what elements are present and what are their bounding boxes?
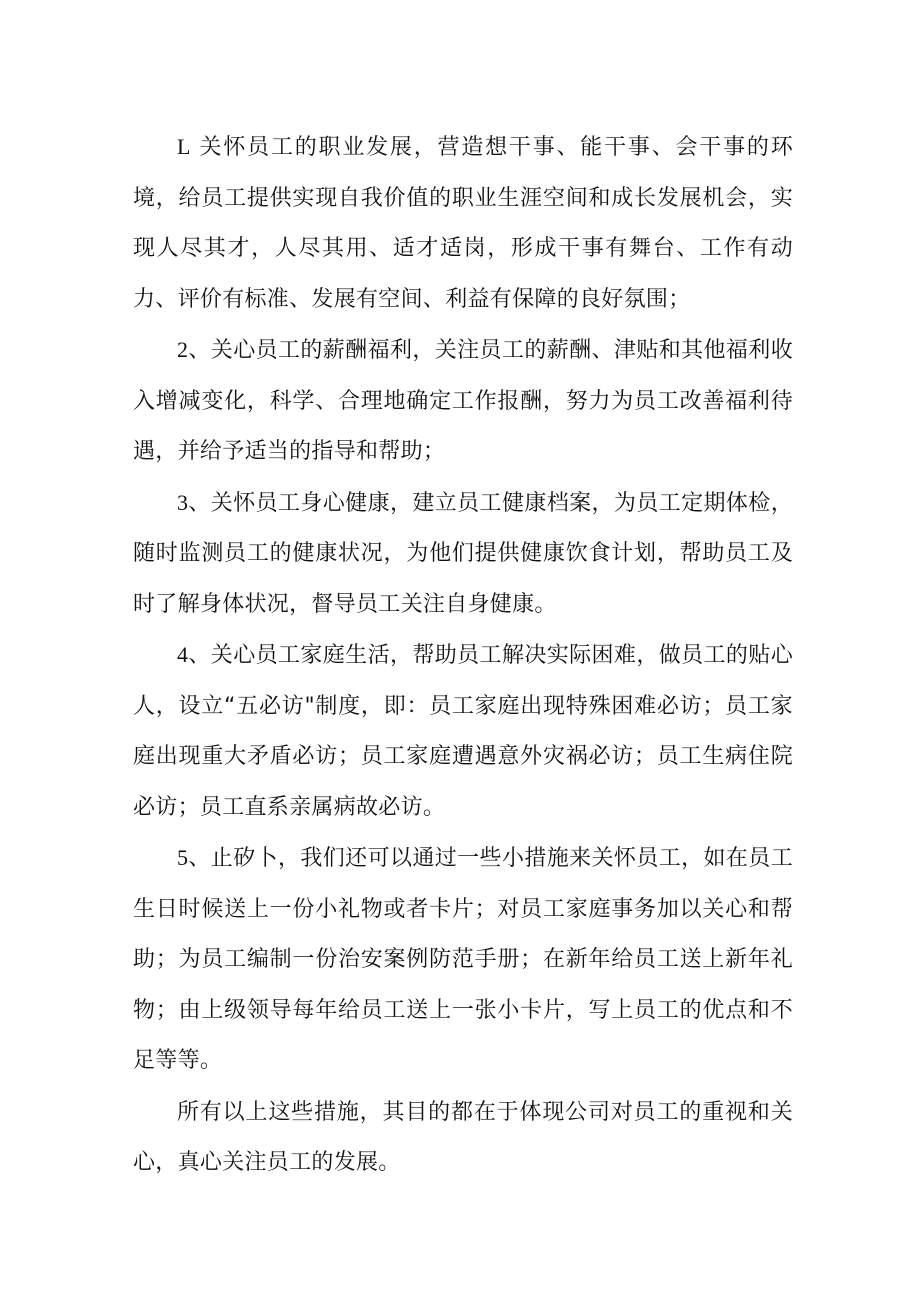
paragraph-conclusion	[133, 1087, 793, 1189]
paragraph-text: 关怀员工的职业发展，营造想干事、能干事、会干事的环境，给员工提供实现自我价值的职业生涯空间和成长发展机会，实现人尽其才，人尽其用、适才适岗，形成干事有舞台、工作有动力、评价有标准、发展有空间、利益有保障的良好氛围；	[133, 135, 793, 312]
list-marker: L	[177, 134, 191, 159]
paragraph-2	[133, 325, 793, 478]
list-marker: 4	[177, 642, 189, 667]
list-marker: 2	[177, 337, 189, 362]
document-page	[133, 122, 793, 1189]
paragraph-text: 所有以上这些措施，其目的都在于体现公司对员工的重视和关心，真心关注员工的发展。	[133, 1099, 793, 1175]
paragraph-1	[133, 122, 793, 325]
paragraph-text: 、关心员工的薪酬福利，关注员工的薪酬、津贴和其他福利收入增减变化，科学、合理地确定工作报酬，努力为员工改善福利待遇，并给予适当的指导和帮助；	[133, 338, 793, 464]
paragraph-5	[133, 833, 793, 1087]
list-marker: 5	[177, 845, 189, 870]
paragraph-4	[133, 630, 793, 833]
paragraph-3	[133, 478, 793, 631]
paragraph-text: 、关怀员工身心健康，建立员工健康档案，为员工定期体检，随时监测员工的健康状况，为他们提供健康饮食计划，帮助员工及时了解身体状况，督导员工关注自身健康。	[133, 490, 793, 617]
paragraph-text: 、止矽卜，我们还可以通过一些小措施来关怀员工，如在员工生日时候送上一份小礼物或者卡片；对员工家庭事务加以关心和帮助；为员工编制一份治安案例防范手册；在新年给员工送上新年礼物；由上级领导每年给员工送上一张小卡片，写上员工的优点和不足等等。	[133, 846, 793, 1073]
list-marker: 3	[177, 489, 189, 515]
paragraph-text: 、关心员工家庭生活，帮助员工解决实际困难，做员工的贴心人，设立“五必访"制度，即：员工家庭出现特殊困难必访；员工家庭出现重大矛盾必访；员工家庭遭遇意外灾祸必访；员工生病住院必访；员工直系亲属病故必访。	[133, 643, 793, 820]
